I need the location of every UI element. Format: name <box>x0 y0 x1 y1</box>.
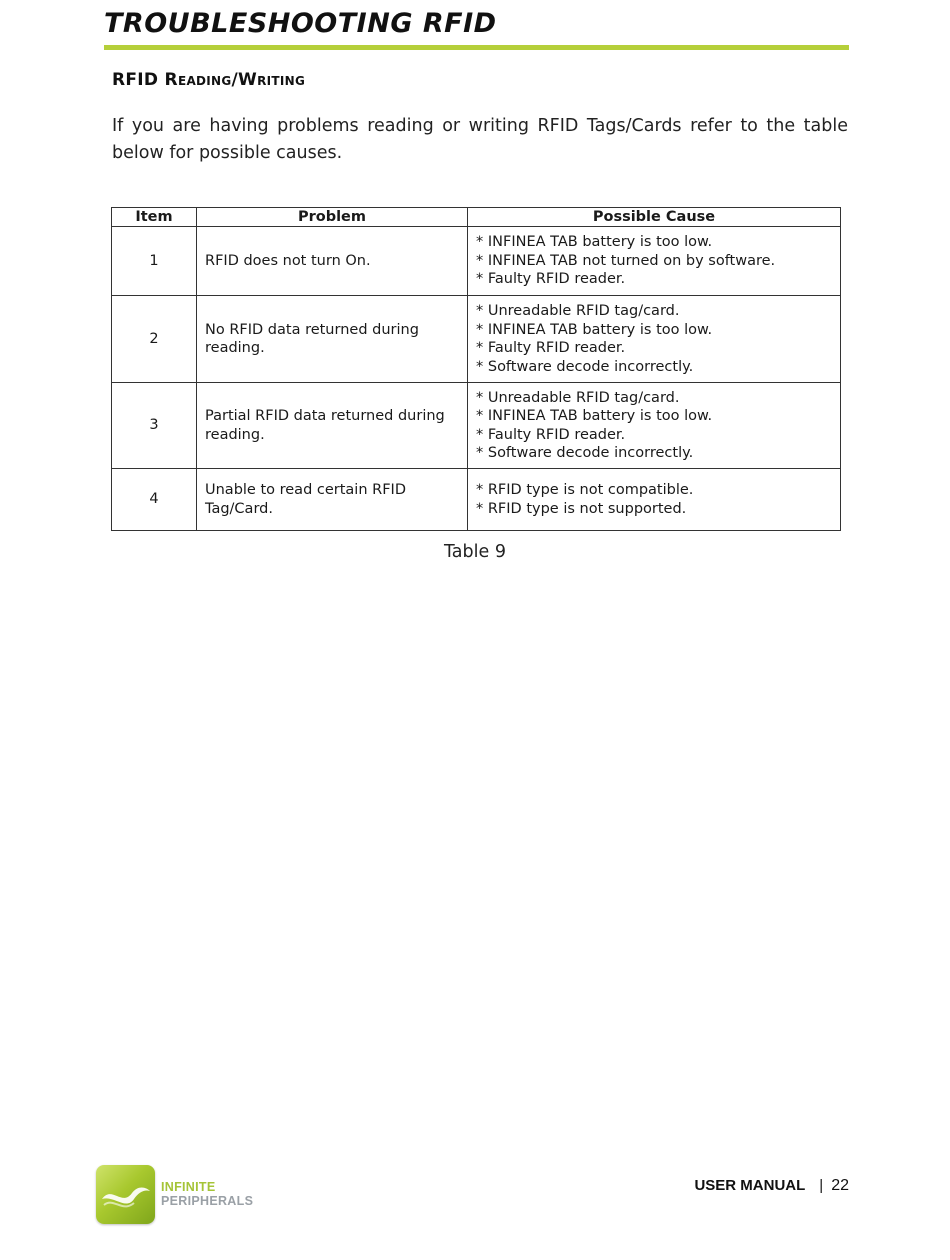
cause-line: * INFINEA TAB battery is too low. <box>476 321 713 338</box>
cause-line: * Faulty RFID reader. <box>476 271 626 288</box>
table-row <box>112 469 841 531</box>
cause-line: * INFINEA TAB battery is too low. <box>476 234 713 251</box>
problem-cell: No RFID data returned during reading. <box>197 296 468 383</box>
brand-line-2: PERIPHERALS <box>161 1194 254 1208</box>
item-number: 4 <box>112 469 197 531</box>
cause-line: * Software decode incorrectly. <box>476 445 694 461</box>
page-footer <box>694 1177 849 1195</box>
cause-line: * Faulty RFID reader. <box>476 340 626 356</box>
table-row <box>112 296 841 383</box>
page-title: TROUBLESHOOTING RFID <box>104 8 497 39</box>
cause-cell <box>468 227 841 296</box>
infinite-peripherals-logo-icon <box>96 1165 155 1224</box>
problem-cell: Unable to read certain RFID Tag/Card. <box>197 469 468 531</box>
item-number: 3 <box>112 383 197 469</box>
cause-line: * RFID type is not supported. <box>476 500 687 517</box>
cause-cell <box>468 296 841 383</box>
brand-line-1: INFINITE <box>161 1180 216 1194</box>
cause-line: * INFINEA TAB battery is too low. <box>476 408 713 424</box>
table-row <box>112 227 841 296</box>
cause-line: * Software decode incorrectly. <box>476 358 694 375</box>
column-header-item: Item <box>112 208 197 227</box>
cause-line: * RFID type is not compatible. <box>476 482 694 498</box>
column-header-problem: Problem <box>197 208 468 227</box>
title-divider <box>104 45 849 50</box>
page-number: 22 <box>831 1177 849 1194</box>
table-caption: Table 9 <box>444 542 506 562</box>
cause-cell <box>468 383 841 469</box>
problem-cell: RFID does not turn On. <box>197 227 468 296</box>
table-row <box>112 383 841 469</box>
intro-paragraph: If you are having problems reading or writing RFID Tags/Cards refer to the table below for possible causes. <box>112 116 848 163</box>
cause-line: * INFINEA TAB not turned on by software. <box>476 252 776 269</box>
brand-wordmark <box>161 1180 253 1208</box>
item-number: 2 <box>112 296 197 383</box>
section-heading: RFID Reading/Writing <box>112 70 306 90</box>
problem-cell: Partial RFID data returned during reading. <box>197 383 468 469</box>
footer-separator: | <box>819 1177 824 1194</box>
cause-line: * Unreadable RFID tag/card. <box>476 389 680 406</box>
footer-label: USER MANUAL <box>694 1177 806 1194</box>
troubleshooting-table <box>111 207 841 531</box>
cause-line: * Faulty RFID reader. <box>476 426 626 443</box>
column-header-cause: Possible Cause <box>468 208 841 227</box>
cause-line: * Unreadable RFID tag/card. <box>476 303 680 319</box>
cause-cell <box>468 469 841 531</box>
item-number: 1 <box>112 227 197 296</box>
table-header-row <box>112 208 841 227</box>
